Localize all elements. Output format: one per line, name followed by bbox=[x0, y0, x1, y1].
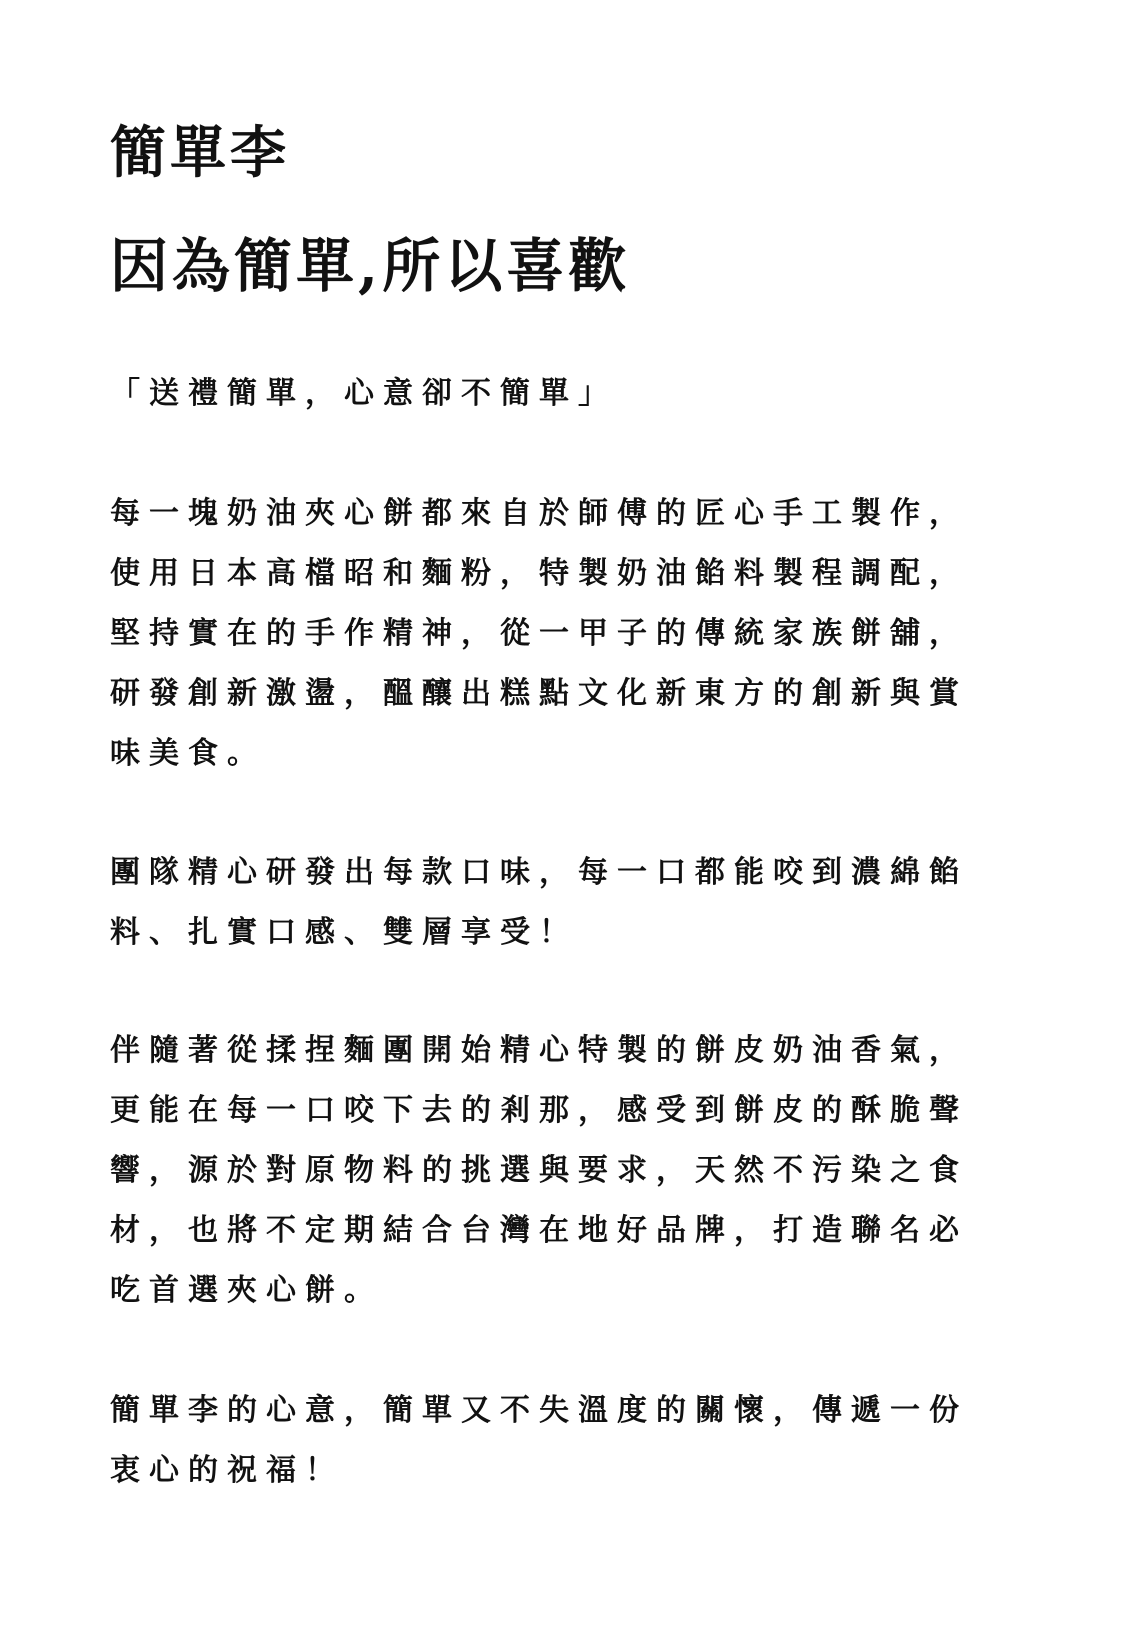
paragraph-ingredients bbox=[110, 1021, 1040, 1321]
paragraph-line: 伴隨著從揉捏麵團開始精心特製的餅皮奶油香氣， bbox=[110, 1033, 968, 1068]
paragraph-line: 響，源於對原物料的挑選與要求，天然不污染之食 bbox=[110, 1153, 968, 1188]
quote-line: 「送禮簡單，心意卻不簡單」 bbox=[110, 376, 617, 411]
brand-title: 簡單李 bbox=[110, 120, 290, 186]
paragraph-line: 堅持實在的手作精神，從一甲子的傳統家族餅舖， bbox=[110, 616, 968, 651]
paragraph-line: 研發創新激盪，醞釀出糕點文化新東方的創新與賞 bbox=[110, 676, 968, 711]
slogan-heading: 因為簡單,所以喜歡 bbox=[110, 232, 631, 300]
paragraph-line: 衷心的祝福！ bbox=[110, 1453, 344, 1488]
paragraph-blessing bbox=[110, 1381, 1040, 1501]
paragraph-line: 簡單李的心意，簡單又不失溫度的關懷，傳遞一份 bbox=[110, 1393, 968, 1428]
paragraph-line: 材，也將不定期結合台灣在地好品牌，打造聯名必 bbox=[110, 1213, 968, 1248]
paragraph-line: 更能在每一口咬下去的剎那，感受到餅皮的酥脆聲 bbox=[110, 1093, 968, 1128]
paragraph-line: 吃首選夾心餅。 bbox=[110, 1273, 383, 1308]
paragraph-line: 團隊精心研發出每款口味，每一口都能咬到濃綿餡 bbox=[110, 855, 968, 890]
paragraph-line: 味美食。 bbox=[110, 736, 266, 771]
paragraph-line: 料、扎實口感、雙層享受！ bbox=[110, 915, 578, 950]
paragraph-craftsmanship bbox=[110, 484, 1040, 784]
paragraph-flavors bbox=[110, 843, 1040, 963]
paragraph-line: 每一塊奶油夾心餅都來自於師傅的匠心手工製作， bbox=[110, 496, 968, 531]
paragraph-line: 使用日本高檔昭和麵粉，特製奶油餡料製程調配， bbox=[110, 556, 968, 591]
